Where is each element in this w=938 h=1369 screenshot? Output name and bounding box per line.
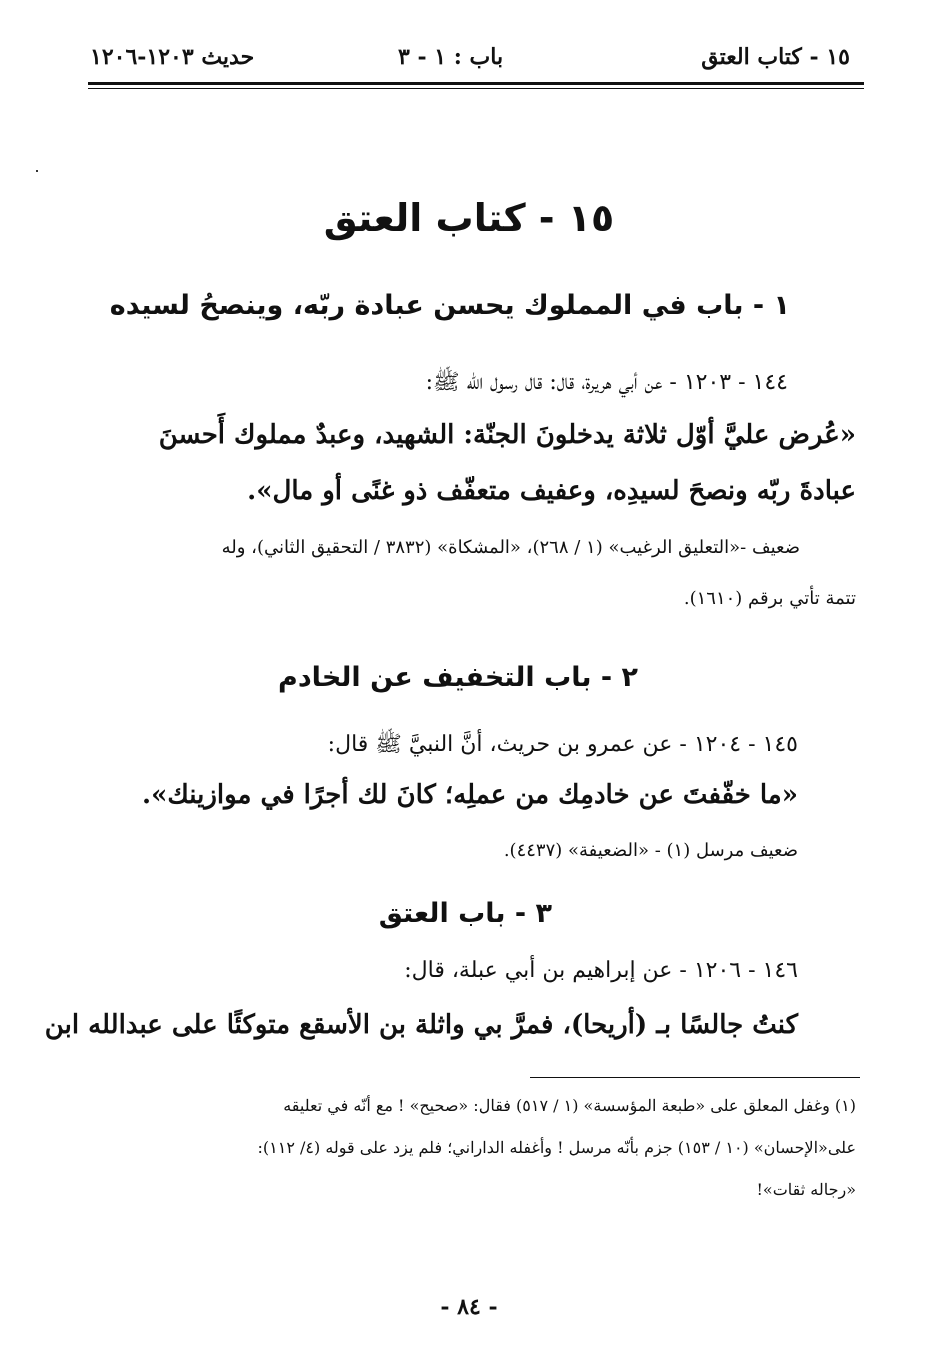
header-rule [88, 82, 864, 85]
section-2-heading: ٢ - باب التخفيف عن الخادم [278, 662, 638, 693]
hadith-145-intro: ١٤٥ - ١٢٠٤ - عن عمرو بن حريث، أنَّ النبيَّ ﷺ قال: [327, 732, 798, 757]
hadith-144-intro: ١٤٤ - ١٢٠٣ - عن أبي هريرة، قال: قال رسول الله ﷺ: [425, 370, 788, 395]
hadith-145-grade-line-1: ضعيف مرسل (١) - «الضعيفة» (٤٤٣٧). [503, 840, 798, 861]
hadith-144-grade-line-2: تتمة تأتي برقم (١٦١٠). [683, 588, 856, 609]
hadith-145-matn-line-1: «ما خفّفتَ عن خادمِك من عملِه؛ كانَ لك أجرًا في موازينك». [142, 780, 798, 810]
header-rule-thin [88, 88, 864, 89]
hadith-146-intro: ١٤٦ - ١٢٠٦ - عن إبراهيم بن أبي عبلة، قال: [404, 958, 798, 983]
section-1-heading: ١ - باب في المملوك يحسن عبادة ربّه، وينصحُ لسيده [109, 290, 790, 321]
footnote-line-2: على«الإحسان» (١٠ / ١٥٣) جزم بأنّه مرسل ! وأغفله الداراني؛ فلم يزد على قوله (٤/ ١١٢): [257, 1138, 856, 1157]
footnote-line-3: «رجاله ثقات»! [756, 1180, 856, 1199]
footnote-line-1: (١) وغفل المعلق على «طبعة المؤسسة» (١ / ٥١٧) فقال: «صحيح» ! مع أنّه في تعليقه [283, 1096, 856, 1115]
hadith-144-matn-line-2: عبادةَ ربّه ونصحَ لسيدِه، وعفيف متعفّف ذو غنًى أو مال». [247, 476, 856, 506]
header-book-title: ١٥ - كتاب العتق [701, 44, 850, 70]
header-hadith-range: حديث ١٢٠٣-١٢٠٦ [90, 44, 255, 70]
footnote-rule [530, 1077, 860, 1078]
hadith-144-matn-line-1: «عُرض عليَّ أوّل ثلاثة يدخلونَ الجنّة: الشهيد، وعبدٌ مملوك أَحسنَ [158, 420, 856, 450]
book-title: ١٥ - كتاب العتق [323, 196, 615, 240]
scan-speck [36, 170, 38, 172]
header-chapter-range: باب : ١ - ٣ [398, 44, 504, 70]
section-3-heading: ٣ - باب العتق [378, 898, 552, 929]
page-number: - ٨٤ - [440, 1294, 498, 1320]
hadith-146-matn-line-1: كنتُ جالسًا بـ (أريحا)، فمرَّ بي واثلة بن الأسقع متوكئًا على عبدالله ابن [44, 1010, 798, 1040]
hadith-144-grade-line-1: ضعيف -«التعليق الرغيب» (١ / ٢٦٨)، «المشكاة» (٣٨٣٢ / التحقيق الثاني)، وله [221, 537, 800, 558]
